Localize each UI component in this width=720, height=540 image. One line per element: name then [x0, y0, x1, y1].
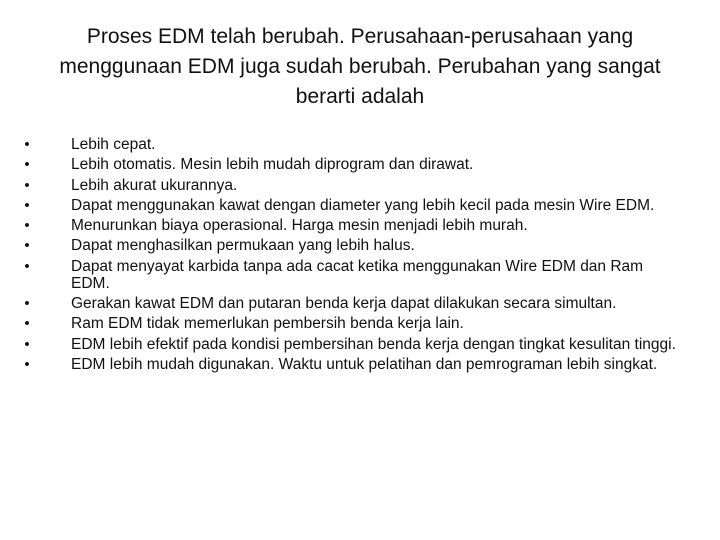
bullet-text: EDM lebih mudah digunakan. Waktu untuk pelatihan dan pemrograman lebih singkat. — [71, 355, 658, 373]
bullet-item — [20, 315, 680, 332]
bullet-text: Ram EDM tidak memerlukan pembersih benda kerja lain. — [71, 315, 464, 333]
bullet-item — [20, 177, 680, 194]
bullet-text: Lebih akurat ukurannya. — [71, 176, 238, 194]
bullet-text: Dapat menghasilkan permukaan yang lebih halus. — [71, 237, 415, 255]
slide-title: Proses EDM telah berubah. Perusahaan-perusahaan yang menggunaan EDM juga sudah berubah. Perubahan yang sangat berarti adalah — [59, 25, 661, 108]
bullet-text: Dapat menggunakan kawat dengan diameter yang lebih kecil pada mesin Wire EDM. — [71, 196, 655, 214]
bullet-text: Menurunkan biaya operasional. Harga mesin menjadi lebih murah. — [71, 217, 528, 235]
bullet-text: EDM lebih efektif pada kondisi pembersihan benda kerja dengan tingkat kesulitan tinggi. — [71, 335, 676, 353]
bullet-text: Dapat menyayat karbida tanpa ada cacat ketika menggunakan Wire EDM dan Ram EDM. — [71, 257, 644, 292]
bullet-icon: • — [24, 257, 30, 275]
bullet-icon: • — [24, 335, 30, 353]
bullet-icon: • — [24, 156, 30, 174]
bullet-icon: • — [24, 355, 30, 373]
bullet-item — [20, 356, 680, 373]
bullet-icon: • — [24, 315, 30, 333]
bullet-icon: • — [24, 217, 30, 235]
bullet-text: Gerakan kawat EDM dan putaran benda kerja dapat dilakukan secara simultan. — [71, 295, 617, 313]
bullet-icon: • — [24, 237, 30, 255]
bullet-icon: • — [24, 196, 30, 214]
bullet-item — [20, 156, 680, 173]
bullet-icon: • — [24, 176, 30, 194]
bullet-item — [20, 197, 680, 214]
bullet-item — [20, 237, 680, 254]
bullet-item — [20, 258, 680, 292]
bullet-text: Lebih cepat. — [71, 136, 156, 153]
bullet-icon: • — [24, 136, 30, 153]
bullet-item — [20, 217, 680, 234]
bullet-item — [20, 295, 680, 312]
bullet-text: Lebih otomatis. Mesin lebih mudah diprogram dan dirawat. — [71, 156, 474, 174]
bullet-icon: • — [24, 295, 30, 313]
bullet-item — [20, 336, 680, 353]
bullet-item — [20, 136, 680, 153]
bullet-list — [20, 136, 680, 376]
